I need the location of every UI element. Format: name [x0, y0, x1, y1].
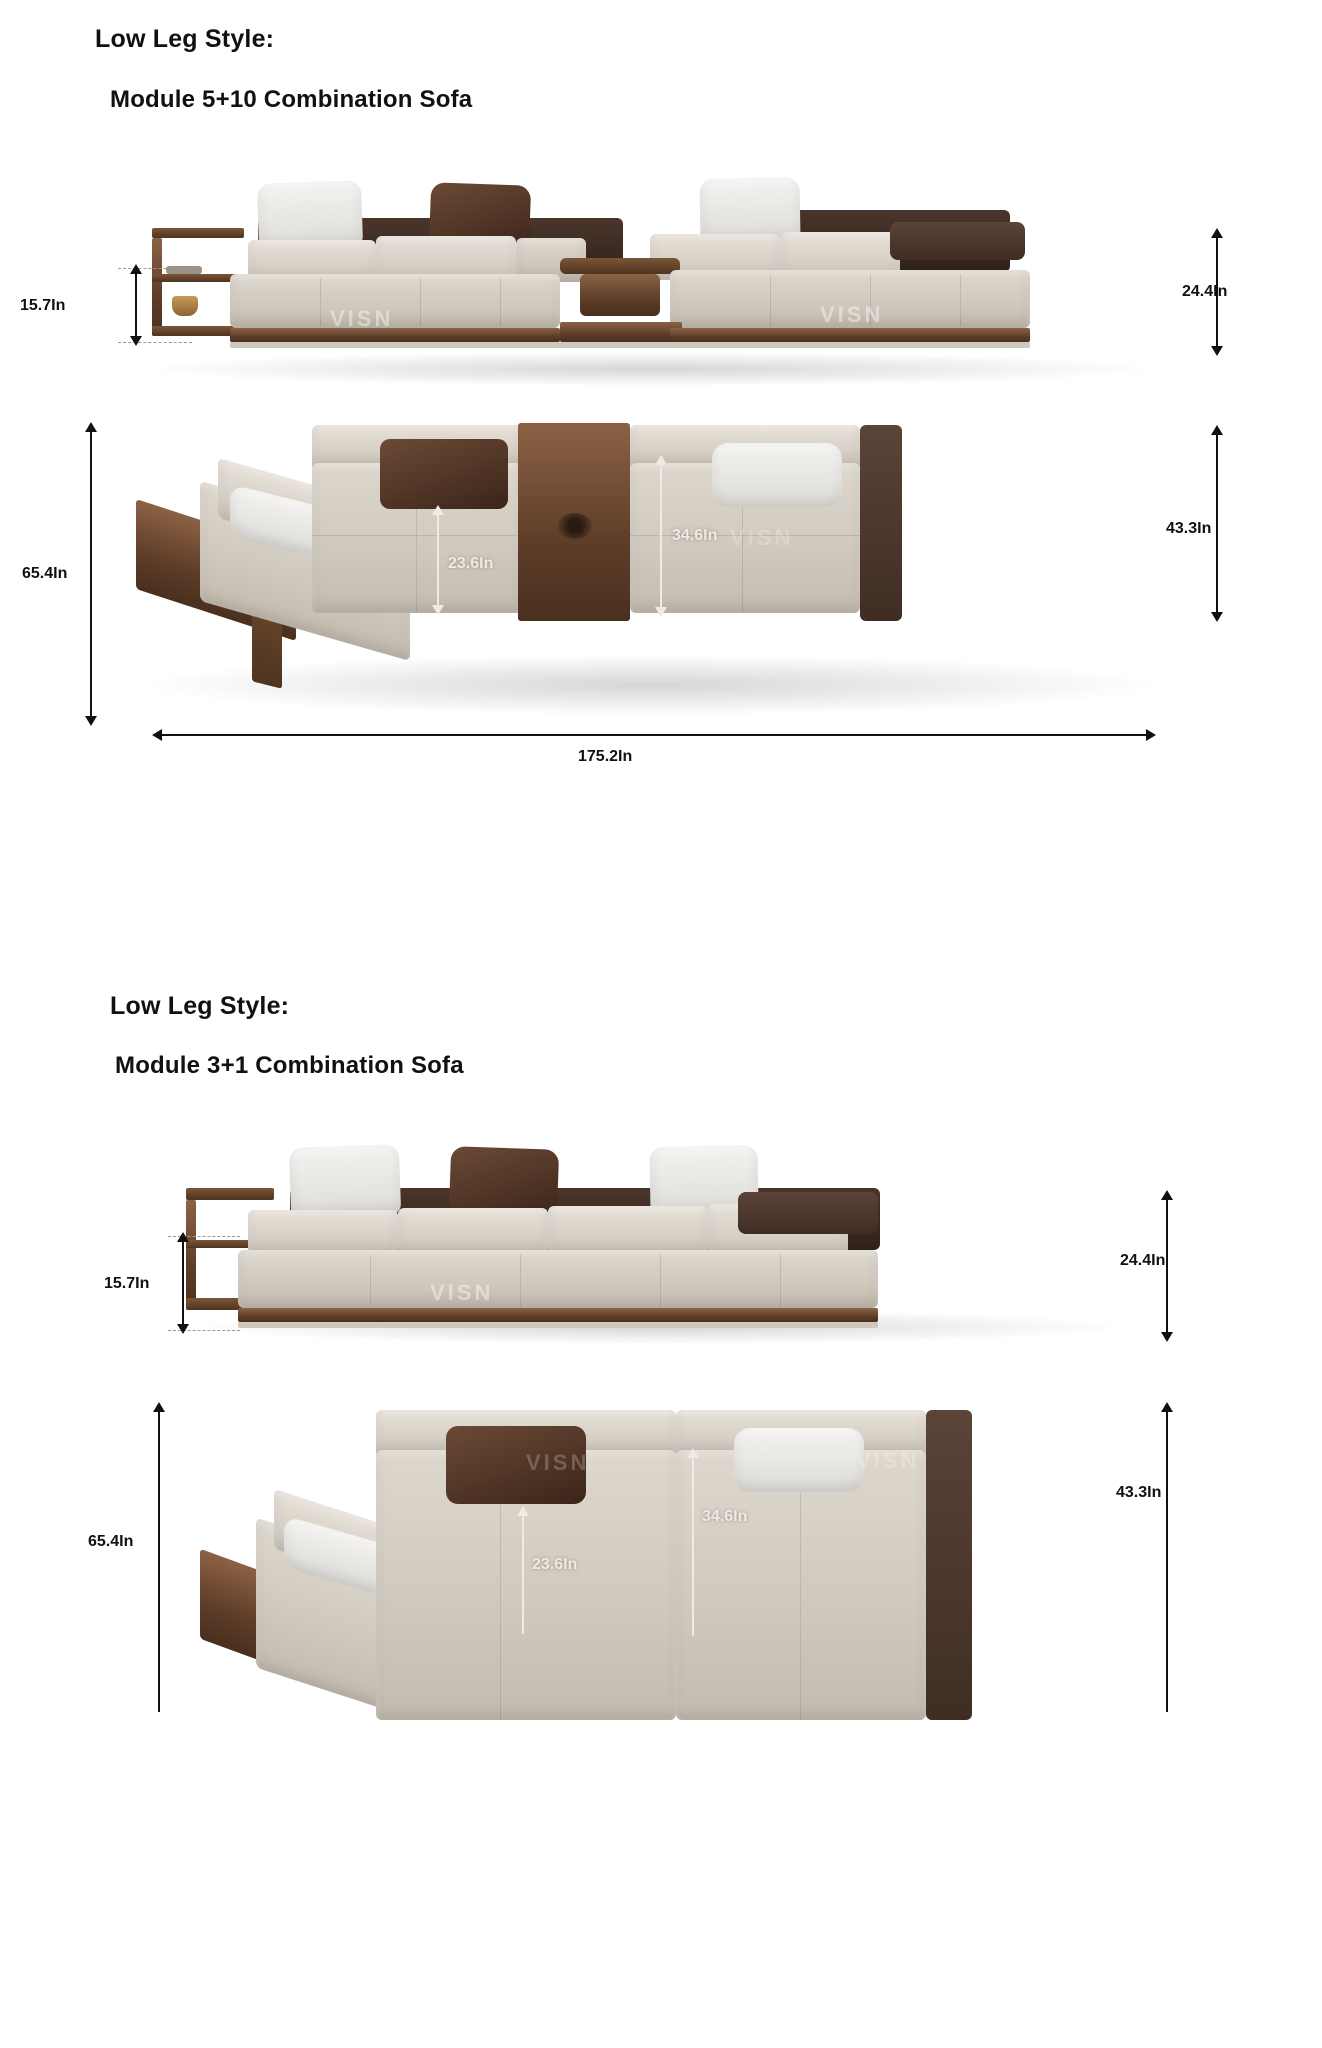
seat-row: [238, 1250, 878, 1308]
side-table-top: [186, 1188, 274, 1200]
side-table-leg-left: [186, 1200, 196, 1310]
decor-bowl: [172, 296, 198, 316]
back-cushion-3: [548, 1206, 708, 1254]
armrest-top-right: [926, 1410, 972, 1720]
dim-label: 24.4In: [1182, 283, 1228, 300]
back-cushion-2: [398, 1208, 548, 1254]
side-table-top: [152, 228, 244, 238]
dim-label: 43.3In: [1116, 1484, 1162, 1501]
watermark: VISN: [526, 1450, 590, 1475]
dim-label: 65.4In: [22, 565, 68, 582]
watermark: VISN: [856, 1448, 920, 1473]
section2-top-view: [200, 1390, 1200, 1720]
dim-label: 34.6In: [702, 1508, 748, 1525]
watermark: VISN: [330, 306, 394, 331]
pillow-brown-top-left: [380, 439, 508, 509]
watermark: VISN: [430, 1280, 494, 1305]
dim-label: 15.7In: [20, 297, 66, 314]
armrest-right-dark: [738, 1192, 878, 1234]
watermark: VISN: [820, 302, 884, 327]
section1-top-view: [130, 415, 1160, 735]
watermark: VISN: [730, 525, 794, 550]
center-console-top: [560, 258, 680, 274]
center-console-body: [580, 274, 660, 316]
pillow-white-left: [289, 1144, 401, 1218]
seat-left: [230, 274, 560, 328]
floor-shadow: [150, 352, 1150, 386]
base-shadow-strip: [230, 342, 1030, 348]
dim-label: 15.7In: [104, 1275, 150, 1292]
dim-label: 65.4In: [88, 1533, 134, 1550]
section1-subheading: Module 5+10 Combination Sofa: [110, 86, 473, 113]
dim-label: 43.3In: [1166, 520, 1212, 537]
dim-label: 23.6In: [532, 1556, 578, 1573]
armrest-top-right: [860, 425, 902, 621]
back-cushion-1: [248, 1210, 398, 1254]
section1-heading: Low Leg Style:: [95, 25, 275, 53]
section2-heading: Low Leg Style:: [110, 992, 290, 1020]
base-center: [560, 322, 682, 342]
section1-front-view: [130, 170, 1160, 380]
base-plinth: [238, 1308, 878, 1322]
pillow-white-top-right: [712, 443, 842, 507]
base-left: [230, 328, 560, 342]
pillow-white-top-right: [734, 1428, 864, 1492]
section2-subheading: Module 3+1 Combination Sofa: [115, 1052, 464, 1079]
dim-label: 24.4In: [1120, 1252, 1166, 1269]
base-right: [670, 328, 1030, 342]
dim-label: 34.6In: [672, 527, 718, 544]
side-table-leg-left: [152, 238, 162, 336]
base-shadow-strip: [238, 1322, 878, 1328]
dim-label: 23.6In: [448, 555, 494, 572]
armrest-right-dark: [890, 222, 1025, 260]
table-detail-knot: [558, 513, 592, 539]
dim-label: 175.2In: [578, 748, 633, 765]
section2-front-view: [190, 1140, 1150, 1340]
